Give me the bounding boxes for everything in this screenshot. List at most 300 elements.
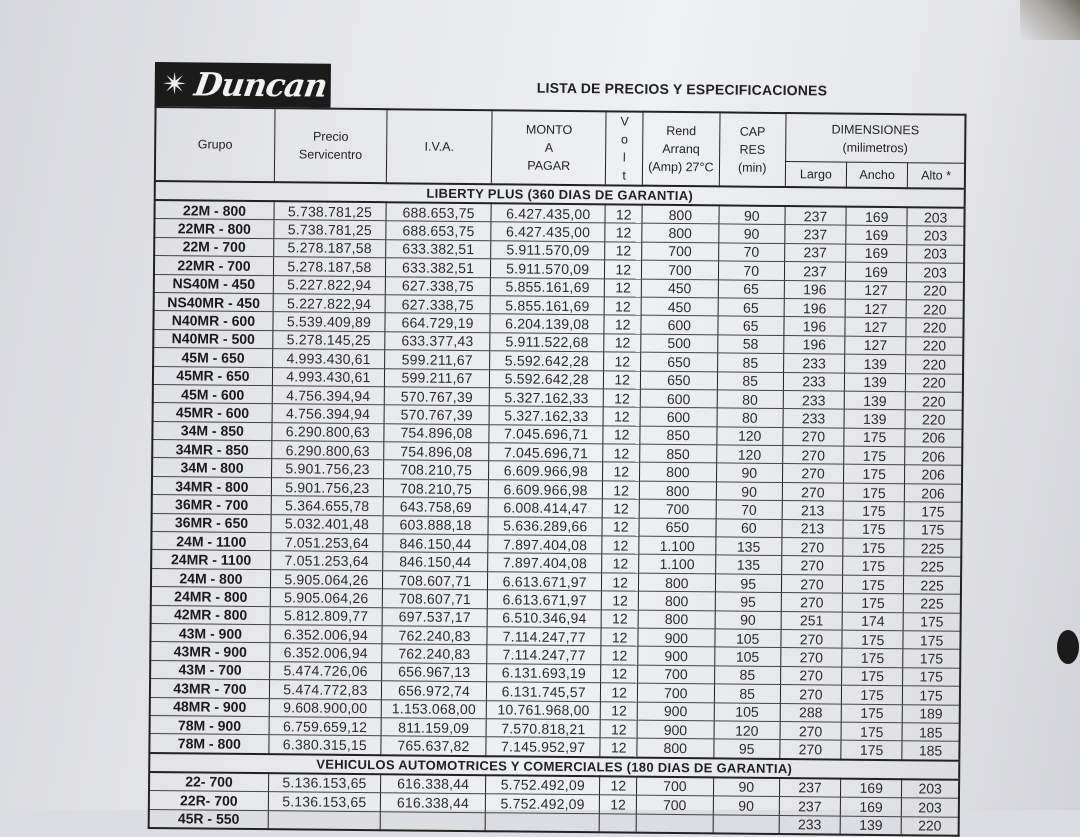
- header-monto: [491, 110, 606, 185]
- cell-largo: 270: [780, 740, 841, 759]
- header-rend-line1: Rend: [666, 123, 697, 139]
- cell-ancho: 175: [843, 520, 904, 539]
- cell-monto: 5.855.161,69: [490, 277, 604, 296]
- cell-ancho: 175: [844, 428, 905, 447]
- cell-precio: [268, 810, 380, 830]
- cell-iva: 697.537,17: [382, 607, 487, 626]
- cell-rend: 450: [641, 279, 718, 298]
- cell-volt: 12: [605, 278, 642, 297]
- cell-alto: 175: [903, 612, 960, 631]
- cell-ancho: 169: [846, 226, 907, 245]
- cell-iva: 643.758,69: [383, 497, 488, 516]
- cell-largo: 196: [784, 280, 845, 299]
- corner-shadow: [1020, 0, 1080, 40]
- cell-rend: 700: [642, 260, 719, 279]
- cell-ancho: 169: [846, 244, 907, 263]
- cell-cap: 135: [715, 537, 781, 556]
- cell-iva: 708.210,75: [383, 479, 488, 498]
- cell-iva: 1.153.068,00: [381, 699, 486, 718]
- cell-ancho: 175: [843, 483, 904, 502]
- header-dimensiones: [785, 113, 965, 163]
- cell-cap: 65: [718, 298, 784, 317]
- cell-precio: 5.539.409,89: [273, 312, 385, 331]
- cell-iva: 570.767,39: [384, 405, 489, 424]
- cell-rend: 600: [641, 316, 718, 335]
- cell-grupo: 36MR - 650: [151, 513, 271, 533]
- cell-cap: 90: [713, 777, 779, 797]
- cell-rend: 800: [642, 205, 719, 225]
- cell-alto: 220: [906, 355, 963, 374]
- cell-cap: 120: [716, 427, 782, 446]
- cell-cap: 80: [717, 390, 783, 409]
- cell-volt: 12: [605, 204, 642, 223]
- header-volt-o: o: [620, 132, 629, 147]
- cell-ancho: 127: [845, 317, 906, 336]
- cell-alto: 203: [907, 207, 964, 226]
- cell-iva: 616.338,44: [380, 793, 485, 812]
- cell-iva: 762.240,83: [382, 644, 487, 663]
- cell-alto: 175: [903, 686, 960, 705]
- cell-monto: 5.855.161,69: [490, 296, 604, 315]
- cell-cap: 65: [717, 316, 783, 335]
- cell-precio: 5.136.153,65: [268, 792, 380, 811]
- cell-cap: 105: [714, 702, 780, 721]
- cell-alto: 220: [905, 392, 962, 411]
- cell-ancho: 175: [841, 722, 902, 741]
- cell-monto: 5.752.492,09: [486, 775, 600, 795]
- cell-ancho: 175: [842, 593, 903, 612]
- cell-alto: 220: [901, 816, 958, 835]
- cell-cap: 85: [714, 684, 780, 703]
- cell-monto: 5.911.522,68: [490, 332, 604, 351]
- duncan-logo: [155, 62, 331, 108]
- cell-cap: 70: [718, 243, 784, 262]
- header-monto-line3: PAGAR: [527, 158, 571, 173]
- cell-largo: 233: [783, 354, 844, 373]
- cell-alto: 206: [905, 447, 962, 466]
- header-precio-line2: Servicentro: [298, 147, 363, 162]
- cell-rend: 800: [638, 591, 715, 610]
- cell-iva: 708.607,71: [382, 589, 487, 608]
- cell-rend: 800: [637, 738, 714, 758]
- cell-cap: 90: [713, 796, 779, 815]
- cell-volt: 12: [600, 738, 637, 757]
- cell-cap: 90: [716, 463, 782, 482]
- header-ancho: Ancho: [846, 162, 907, 188]
- cell-grupo: 78M - 900: [150, 715, 270, 735]
- cell-precio: 5.278.145,25: [273, 330, 385, 349]
- cell-cap: 60: [716, 519, 782, 538]
- cell-precio: 5.278.187,58: [273, 257, 385, 276]
- cell-grupo: N40MR - 500: [153, 329, 273, 349]
- cell-monto: 7.045.696,71: [489, 443, 603, 462]
- cell-largo: 270: [781, 556, 842, 575]
- cell-precio: 5.901.756,23: [271, 477, 383, 496]
- cell-precio: 6.380.315,15: [269, 735, 381, 755]
- cell-precio: 5.901.756,23: [271, 459, 383, 478]
- cell-largo: 270: [782, 538, 843, 557]
- cell-precio: 4.756.394,94: [272, 404, 384, 423]
- cell-iva: 570.767,39: [384, 387, 489, 406]
- cell-grupo: 24MR - 800: [151, 587, 271, 607]
- cell-alto: 185: [902, 723, 959, 742]
- cell-cap: 95: [715, 592, 781, 611]
- header-cap-line1: CAP: [739, 124, 766, 139]
- cell-precio: 7.051.253,64: [270, 551, 382, 570]
- cell-iva: 599.211,67: [384, 368, 489, 387]
- header-rend: [642, 112, 719, 187]
- cell-cap: 135: [715, 555, 781, 574]
- cell-grupo: NS40MR - 450: [154, 292, 274, 312]
- cell-cap: 85: [717, 371, 783, 390]
- cell-precio: 5.227.822,94: [273, 275, 385, 294]
- cell-monto: 5.911.570,09: [491, 241, 605, 260]
- cell-volt: 12: [603, 499, 640, 518]
- cell-largo: 237: [779, 797, 840, 816]
- cell-rend: 1.100: [639, 536, 716, 555]
- cell-iva: 633.377,43: [385, 331, 490, 350]
- section-title: VEHICULOS AUTOMOTRICES Y COMERCIALES (180 DIAS DE GARANTIA): [149, 753, 959, 780]
- cell-alto: 220: [906, 373, 963, 392]
- cell-volt: 12: [604, 370, 641, 389]
- cell-ancho: 174: [842, 612, 903, 631]
- cell-monto: 6.609.966,98: [489, 461, 603, 480]
- cell-grupo: NS40M - 450: [154, 274, 274, 294]
- cell-largo: 270: [782, 464, 843, 483]
- cell-grupo: 24M - 800: [151, 568, 271, 588]
- cell-cap: 105: [714, 647, 780, 666]
- cell-precio: 9.608.900,00: [269, 698, 381, 717]
- cell-alto: 203: [902, 779, 959, 798]
- cell-largo: 213: [782, 501, 843, 520]
- cell-volt: 12: [603, 444, 640, 463]
- cell-monto: 5.592.642,28: [490, 351, 604, 370]
- cell-grupo: 78M - 800: [149, 734, 269, 754]
- cell-grupo: 45MR - 600: [153, 403, 273, 423]
- cell-grupo: 24M - 1100: [151, 532, 271, 552]
- cell-volt: 12: [604, 297, 641, 316]
- cell-grupo: 24MR - 1100: [151, 550, 271, 570]
- cell-precio: 4.993.430,61: [272, 367, 384, 386]
- cell-rend: 800: [639, 573, 716, 592]
- cell-volt: 12: [604, 389, 641, 408]
- header-rend-line3: (Amp) 27°C: [648, 159, 714, 175]
- header-iva: I.V.A.: [386, 109, 492, 184]
- cell-volt: 12: [604, 334, 641, 353]
- cell-alto: 220: [907, 281, 964, 300]
- cell-largo: 270: [781, 630, 842, 649]
- cell-iva: 688.653,75: [386, 221, 491, 240]
- cell-cap: 90: [718, 224, 784, 243]
- cell-ancho: 175: [841, 704, 902, 723]
- cell-volt: 12: [602, 554, 639, 573]
- cell-largo: 270: [780, 721, 841, 740]
- cell-alto: 175: [904, 520, 961, 539]
- cell-rend: 850: [640, 444, 717, 463]
- cell-grupo: 36MR - 700: [152, 495, 272, 515]
- cell-cap: 120: [716, 445, 782, 464]
- header-monto-line2: A: [544, 140, 554, 155]
- cell-iva: 599.211,67: [385, 350, 490, 369]
- cell-ancho: 175: [843, 501, 904, 520]
- cell-alto: 175: [904, 502, 961, 521]
- header-cap-line3: (min): [737, 160, 767, 175]
- cell-iva: 627.338,75: [385, 276, 490, 295]
- cell-monto: 6.427.435,00: [491, 203, 605, 223]
- cell-cap: 95: [713, 739, 779, 759]
- header-rend-line2: Arranq: [662, 141, 700, 157]
- cell-iva: 762.240,83: [382, 626, 487, 645]
- cell-iva: 656.972,74: [381, 681, 486, 700]
- cell-ancho: 127: [845, 299, 906, 318]
- cell-rend: 1.100: [639, 555, 716, 574]
- header-milimetros: (milimetros): [842, 140, 908, 155]
- cell-largo: 288: [780, 703, 841, 722]
- cell-precio: 6.352.006,94: [270, 625, 382, 644]
- cell-iva: 811.159,09: [381, 718, 486, 737]
- cell-volt: 12: [602, 591, 639, 610]
- cell-monto: 7.045.696,71: [489, 424, 603, 443]
- cell-iva: [380, 811, 485, 831]
- cell-volt: 12: [605, 242, 642, 261]
- cell-volt: 12: [604, 315, 641, 334]
- cell-largo: 270: [781, 648, 842, 667]
- cell-volt: 12: [605, 223, 642, 242]
- cell-cap: 105: [714, 629, 780, 648]
- cell-grupo: 34MR - 850: [152, 440, 272, 460]
- section-title: LIBERTY PLUS (360 DIAS DE GARANTIA): [155, 181, 965, 208]
- cell-volt: 12: [604, 352, 641, 371]
- cell-precio: 4.756.394,94: [272, 386, 384, 405]
- cell-precio: 5.227.822,94: [273, 294, 385, 313]
- cell-iva: 633.382,51: [386, 258, 491, 277]
- cell-ancho: 139: [844, 409, 905, 428]
- cell-cap: 58: [717, 335, 783, 354]
- price-table: [148, 106, 967, 837]
- cell-largo: 270: [780, 666, 841, 685]
- header-largo: Largo: [785, 162, 846, 188]
- cell-alto: 220: [906, 336, 963, 355]
- cell-grupo: 22M - 700: [154, 237, 274, 257]
- cell-alto: 175: [903, 649, 960, 668]
- cell-precio: 5.278.187,58: [273, 238, 385, 257]
- cell-monto: 7.897.404,08: [488, 535, 602, 554]
- cell-largo: 270: [782, 482, 843, 501]
- cell-monto: 6.131.693,19: [487, 663, 601, 682]
- cell-largo: 270: [781, 574, 842, 593]
- cell-monto: 7.570.818,21: [486, 719, 600, 738]
- cell-grupo: 45MR - 650: [153, 366, 273, 386]
- cell-ancho: 175: [843, 575, 904, 594]
- cell-monto: 7.145.952,97: [486, 737, 600, 757]
- cell-rend: 700: [636, 795, 713, 814]
- cell-alto: 189: [902, 704, 959, 723]
- punch-hole: [1057, 630, 1079, 664]
- cell-monto: 7.897.404,08: [488, 553, 602, 572]
- cell-monto: 6.204.139,08: [490, 314, 604, 333]
- cell-precio: 6.290.800,63: [272, 422, 384, 441]
- cell-volt: 12: [600, 720, 637, 739]
- cell-grupo: 42MR - 800: [151, 605, 271, 625]
- cell-alto: 220: [906, 318, 963, 337]
- cell-precio: 6.352.006,94: [270, 643, 382, 662]
- cell-iva: 754.896,08: [384, 423, 489, 442]
- cell-volt: 12: [602, 573, 639, 592]
- cell-cap: 90: [719, 205, 785, 225]
- cell-monto: [485, 812, 599, 832]
- cell-precio: 5.474.726,06: [269, 661, 381, 680]
- cell-volt: 12: [601, 701, 638, 720]
- cell-cap: 80: [717, 408, 783, 427]
- cell-ancho: 175: [843, 538, 904, 557]
- cell-iva: 765.637,82: [381, 736, 486, 756]
- cell-volt: 12: [601, 609, 638, 628]
- cell-rend: 800: [642, 224, 719, 243]
- cell-iva: 688.653,75: [386, 202, 491, 222]
- cell-iva: 708.607,71: [382, 571, 487, 590]
- cell-ancho: 175: [842, 630, 903, 649]
- cell-alto: 203: [907, 245, 964, 264]
- cell-precio: 5.738.781,25: [274, 220, 386, 239]
- cell-ancho: 175: [844, 465, 905, 484]
- cell-rend: 900: [638, 628, 715, 647]
- cell-rend: 650: [641, 352, 718, 371]
- header-volt-t: t: [622, 168, 626, 183]
- cell-rend: 800: [638, 610, 715, 629]
- cell-volt: 12: [601, 665, 638, 684]
- cell-volt: 12: [605, 260, 642, 279]
- cell-grupo: 43MR - 700: [150, 679, 270, 699]
- cell-volt: 12: [601, 628, 638, 647]
- cell-rend: 700: [642, 242, 719, 261]
- cell-precio: 5.032.401,48: [271, 514, 383, 533]
- cell-monto: 6.613.671,97: [488, 572, 602, 591]
- cell-volt: 12: [602, 536, 639, 555]
- header-volt-l: l: [622, 150, 626, 165]
- cell-monto: 6.613.671,97: [487, 590, 601, 609]
- cell-cap: 90: [716, 482, 782, 501]
- header-cap-line2: RES: [739, 142, 766, 157]
- cell-iva: 846.150,44: [383, 534, 488, 553]
- cell-precio: 7.051.253,64: [271, 533, 383, 552]
- cell-ancho: 175: [842, 667, 903, 686]
- cell-volt: [599, 813, 636, 832]
- cell-iva: 846.150,44: [383, 552, 488, 571]
- cell-largo: 270: [781, 593, 842, 612]
- cell-monto: 5.911.570,09: [491, 259, 605, 278]
- cell-grupo: 22M - 800: [154, 200, 274, 220]
- star-icon: ✴: [162, 66, 188, 102]
- cell-ancho: 127: [845, 281, 906, 300]
- cell-grupo: 34M - 850: [152, 421, 272, 441]
- cell-rend: 700: [638, 665, 715, 684]
- cell-precio: 5.738.781,25: [274, 201, 386, 221]
- cell-alto: 203: [902, 798, 959, 817]
- cell-volt: 12: [603, 426, 640, 445]
- cell-grupo: 48MR - 900: [150, 697, 270, 717]
- header-cap: [719, 112, 786, 187]
- cell-largo: 237: [784, 262, 845, 281]
- cell-monto: 6.609.966,98: [488, 480, 602, 499]
- cell-monto: 5.636.289,66: [488, 516, 602, 535]
- cell-rend: 800: [639, 481, 716, 500]
- cell-ancho: 175: [841, 740, 902, 759]
- cell-rend: 800: [640, 463, 717, 482]
- cell-rend: 650: [639, 518, 716, 537]
- cell-rend: 600: [640, 407, 717, 426]
- cell-alto: 206: [905, 428, 962, 447]
- cell-largo: 270: [783, 446, 844, 465]
- cell-largo: 233: [779, 815, 840, 834]
- cell-largo: 233: [783, 390, 844, 409]
- cell-iva: 708.210,75: [384, 460, 489, 479]
- cell-ancho: 139: [845, 354, 906, 373]
- cell-rend: 450: [641, 297, 718, 316]
- header-precio-line1: Precio: [312, 129, 349, 144]
- cell-alto: 225: [904, 557, 961, 576]
- cell-rend: 900: [638, 647, 715, 666]
- cell-rend: 700: [637, 683, 714, 702]
- header-volt: [606, 111, 643, 185]
- cell-precio: 5.905.064,26: [270, 569, 382, 588]
- cell-largo: 251: [781, 611, 842, 630]
- cell-volt: 12: [601, 646, 638, 665]
- header-volt-v: V: [620, 114, 629, 129]
- cell-alto: 206: [905, 484, 962, 503]
- cell-ancho: 139: [844, 391, 905, 410]
- cell-largo: 270: [783, 427, 844, 446]
- cell-monto: 6.008.414,47: [488, 498, 602, 517]
- cell-volt: 12: [600, 776, 637, 795]
- cell-ancho: 169: [840, 797, 901, 816]
- cell-grupo: 43M - 900: [150, 623, 270, 643]
- cell-monto: 6.427.435,00: [491, 222, 605, 241]
- cell-alto: 220: [905, 410, 962, 429]
- header-monto-line1: MONTO: [525, 122, 573, 138]
- cell-cap: 85: [717, 353, 783, 372]
- cell-grupo: 45M - 650: [153, 348, 273, 368]
- cell-largo: 237: [785, 225, 846, 244]
- cell-precio: 4.993.430,61: [272, 349, 384, 368]
- cell-alto: 206: [905, 465, 962, 484]
- cell-ancho: 139: [840, 816, 901, 835]
- cell-precio: 6.290.800,63: [272, 441, 384, 460]
- cell-grupo: N40MR - 600: [153, 311, 273, 331]
- cell-largo: 237: [779, 778, 840, 797]
- cell-volt: 12: [603, 407, 640, 426]
- cell-ancho: 169: [846, 262, 907, 281]
- header-precio: [274, 108, 387, 183]
- cell-grupo: 22R- 700: [149, 791, 269, 811]
- cell-cap: 70: [718, 261, 784, 280]
- cell-precio: 5.364.655,78: [271, 496, 383, 515]
- cell-ancho: 175: [842, 648, 903, 667]
- cell-iva: 656.967,13: [382, 662, 487, 681]
- cell-alto: 225: [904, 576, 961, 595]
- cell-monto: 6.131.745,57: [486, 682, 600, 701]
- cell-precio: 5.474.772,83: [269, 680, 381, 699]
- cell-rend: 900: [637, 720, 714, 739]
- cell-rend: 650: [640, 371, 717, 390]
- cell-grupo: 34MR - 800: [152, 476, 272, 496]
- cell-largo: 237: [784, 243, 845, 262]
- cell-volt: 12: [603, 481, 640, 500]
- cell-alto: 175: [903, 667, 960, 686]
- cell-rend: 700: [637, 776, 714, 796]
- cell-monto: 7.114.247,77: [487, 627, 601, 646]
- cell-precio: 5.905.064,26: [270, 588, 382, 607]
- cell-precio: 5.812.809,77: [270, 606, 382, 625]
